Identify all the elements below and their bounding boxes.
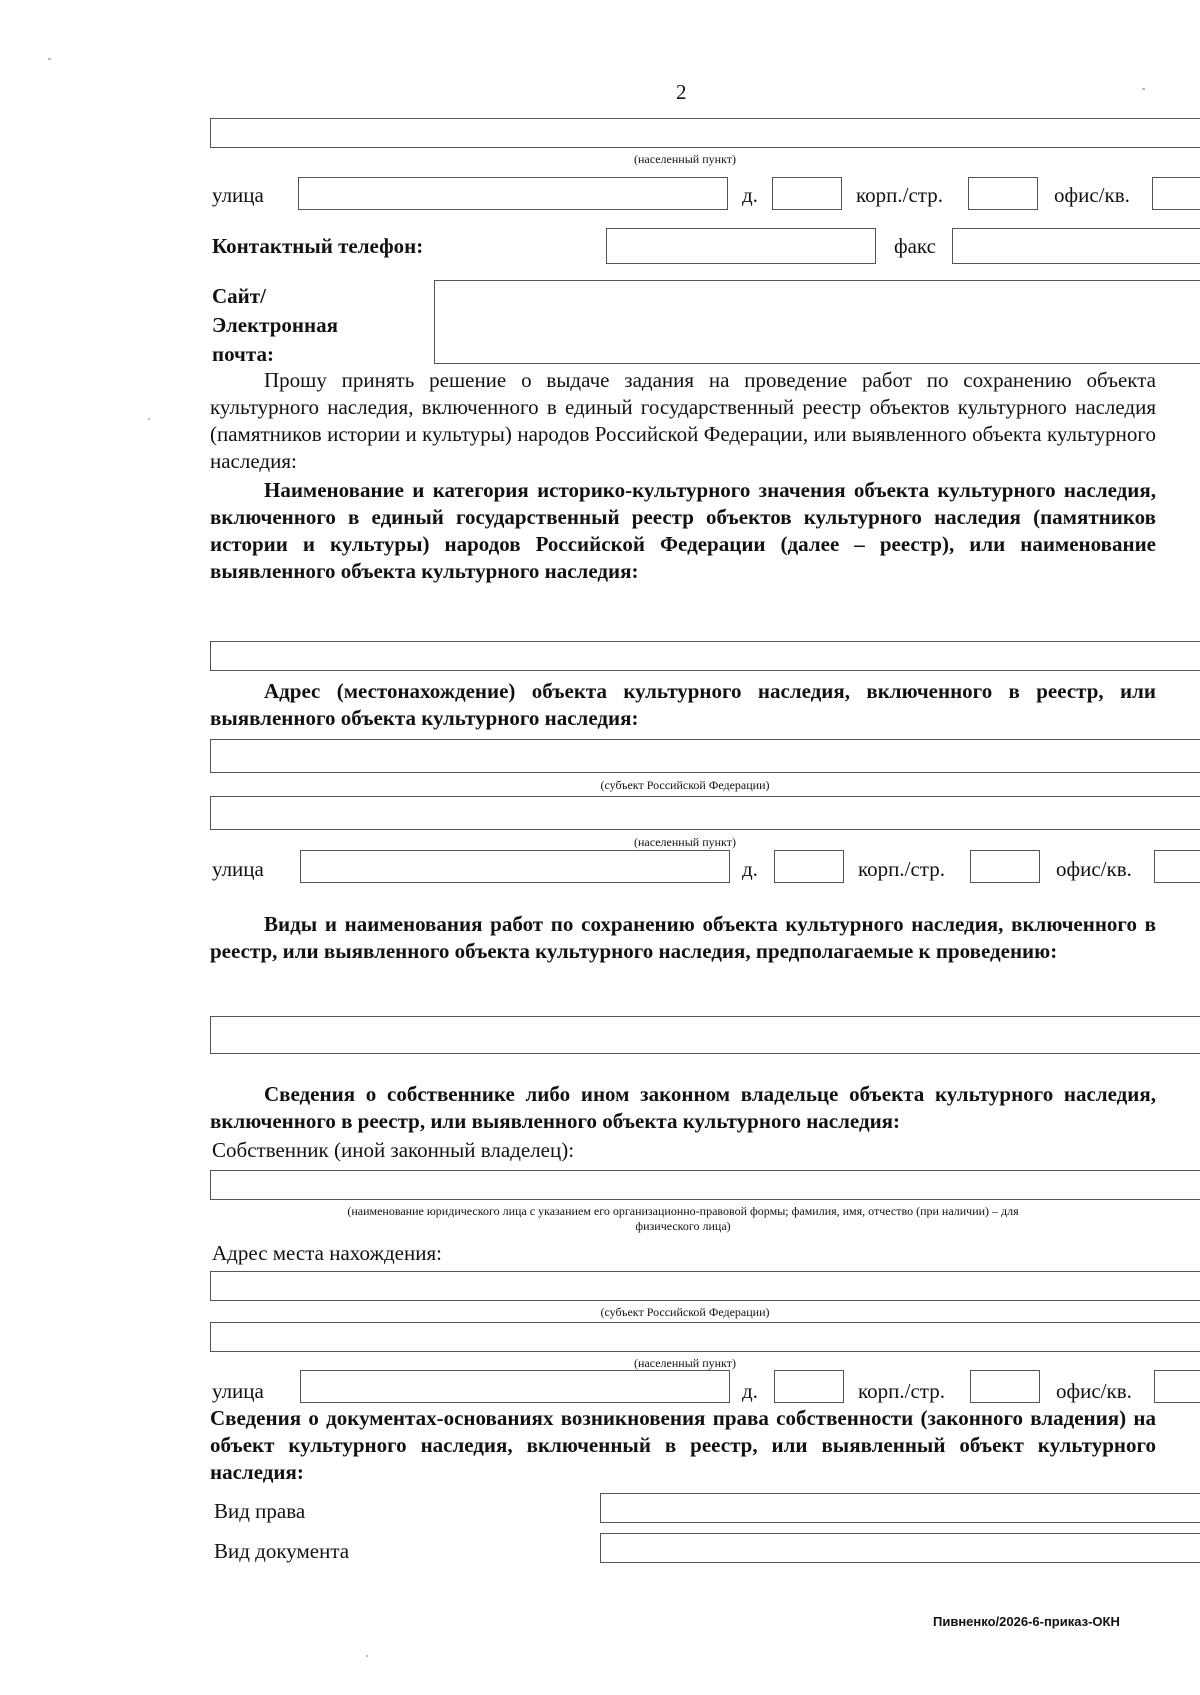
building-label-top: корп./стр. xyxy=(856,183,943,207)
request-paragraph: Прошу принять решение о выдаче задания на проведение работ по сохранению объекта культурного наследия, включенного в единый государственный реестр объектов культурного наследия (памятников истории и культуры) народов Российской Федерации, или выявленного объекта культурного наследия: xyxy=(210,368,1156,473)
site-label-1: Сайт/ xyxy=(212,284,266,308)
street-field-top[interactable] xyxy=(298,177,728,210)
building-field[interactable] xyxy=(970,850,1040,883)
fax-field[interactable] xyxy=(952,228,1200,264)
works-heading: Виды и наименования работ по сохранению объекта культурного наследия, включенного в реестр, или выявленного объекта культурного наследия, предполагаемые к проведению: xyxy=(210,912,1156,963)
owner-address-label: Адрес места нахождения: xyxy=(212,1241,442,1265)
address-heading: Адрес (местонахождение) объекта культурного наследия, включенного в реестр, или выявленного объекта культурного наследия: xyxy=(210,679,1156,730)
name-heading: Наименование и категория историко-культурного значения объекта культурного наследия, включенного в единый государственный реестр объектов культурного наследия (памятников истории и культуры) народов Российской Федерации (далее – реестр), или наименование выявленного объекта культурного наследия: xyxy=(210,478,1156,583)
scan-speck xyxy=(148,418,150,420)
office-label-top: офис/кв. xyxy=(1054,183,1130,207)
building-label: корп./стр. xyxy=(858,857,945,881)
street-label-top: улица xyxy=(212,183,264,207)
right-type-label: Вид права xyxy=(214,1499,306,1523)
owner-heading: Сведения о собственнике либо ином законном владельце объекта культурного наследия, включенного в реестр, или выявленного объекта культурного наследия: xyxy=(210,1082,1156,1133)
owner-house-field[interactable] xyxy=(774,1370,844,1403)
scan-speck xyxy=(1142,88,1145,90)
owner-settlement-caption: (населенный пункт) xyxy=(634,1356,736,1370)
site-label-2: Электронная xyxy=(212,313,338,337)
owner-street-label: улица xyxy=(212,1379,264,1403)
phone-field[interactable] xyxy=(606,228,876,264)
owner-office-field[interactable] xyxy=(1154,1370,1200,1403)
right-type-field[interactable] xyxy=(600,1493,1200,1523)
settlement-field-top[interactable] xyxy=(210,118,1200,148)
owner-building-field[interactable] xyxy=(970,1370,1040,1403)
fax-label: факс xyxy=(894,234,936,258)
object-name-field[interactable] xyxy=(210,641,1200,671)
owner-house-label: д. xyxy=(742,1379,758,1403)
docs-heading: Сведения о документах-основаниях возникновения права собственности (законного владения) на объект культурного наследия, включенный в реестр, или выявленный объект культурного наследия: xyxy=(210,1406,1156,1484)
office-label: офис/кв. xyxy=(1056,857,1132,881)
owner-building-label: корп./стр. xyxy=(858,1379,945,1403)
owner-settlement-field[interactable] xyxy=(210,1322,1200,1352)
doc-type-field[interactable] xyxy=(600,1533,1200,1563)
subject-field[interactable] xyxy=(210,739,1200,773)
scan-speck xyxy=(366,1655,368,1657)
street-field[interactable] xyxy=(300,850,730,883)
owner-caption: (наименование юридического лица с указанием его организационно-правовой формы; фамилия, имя, отчество (при наличии) – для xyxy=(347,1204,1019,1218)
house-label-top: д. xyxy=(742,183,758,207)
settlement-caption: (населенный пункт) xyxy=(634,835,736,849)
owner-subject-caption: (субъект Российской Федерации) xyxy=(600,1305,770,1319)
settlement-field[interactable] xyxy=(210,796,1200,830)
street-label: улица xyxy=(212,857,264,881)
owner-street-field[interactable] xyxy=(300,1370,730,1403)
office-field-top[interactable] xyxy=(1152,177,1200,210)
owner-name-field[interactable] xyxy=(210,1170,1200,1200)
house-field[interactable] xyxy=(774,850,844,883)
owner-office-label: офис/кв. xyxy=(1056,1379,1132,1403)
building-field-top[interactable] xyxy=(968,177,1038,210)
site-label-3: почта: xyxy=(212,342,274,366)
office-field[interactable] xyxy=(1154,850,1200,883)
settlement-caption-top: (населенный пункт) xyxy=(634,152,736,166)
page-number: 2 xyxy=(676,80,687,104)
house-field-top[interactable] xyxy=(772,177,842,210)
doc-type-label: Вид документа xyxy=(214,1539,350,1563)
house-label: д. xyxy=(742,857,758,881)
site-email-field[interactable] xyxy=(434,280,1200,364)
phone-label: Контактный телефон: xyxy=(212,234,424,258)
works-field[interactable] xyxy=(210,1016,1200,1054)
subject-caption: (субъект Российской Федерации) xyxy=(600,778,770,792)
owner-label: Собственник (иной законный владелец): xyxy=(212,1138,575,1162)
document-reference: Пивненко/2026-6-приказ-ОКН xyxy=(933,1614,1120,1629)
owner-caption-cont: физического лица) xyxy=(635,1219,731,1233)
scan-speck xyxy=(48,58,51,60)
owner-subject-field[interactable] xyxy=(210,1271,1200,1301)
